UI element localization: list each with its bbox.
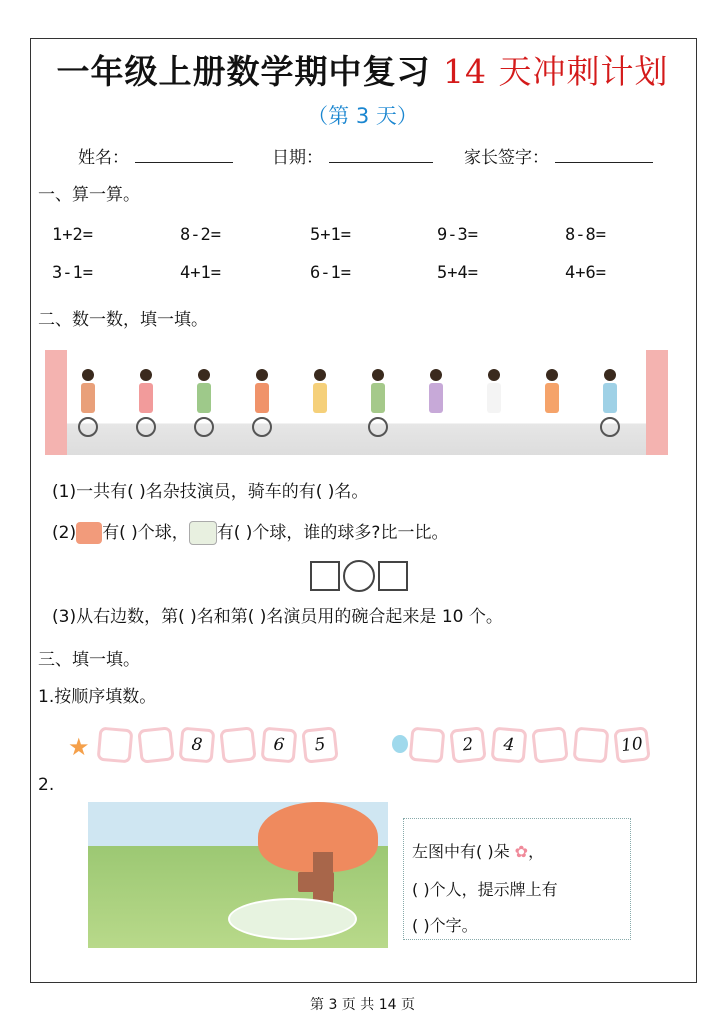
compare-boxes bbox=[310, 560, 408, 592]
box-line-1-text: 左图中有( )朵 bbox=[412, 842, 510, 861]
performer-body bbox=[429, 383, 443, 413]
performer-head bbox=[546, 369, 558, 381]
performer bbox=[249, 369, 275, 449]
compare-circle[interactable] bbox=[343, 560, 375, 592]
answer-box-right[interactable] bbox=[378, 561, 408, 591]
performer-head bbox=[256, 369, 268, 381]
q2-part1: 有( )个球， bbox=[102, 523, 189, 543]
performer-body bbox=[371, 383, 385, 413]
day-subtitle: （第 3 天） bbox=[307, 104, 418, 128]
box-line-2: ( )个人，提示牌上有 bbox=[412, 880, 558, 899]
equation: 1+2= bbox=[52, 225, 93, 245]
performer bbox=[365, 369, 391, 449]
curtain-right bbox=[646, 350, 668, 455]
star-icon: ★ bbox=[68, 733, 90, 761]
question-2-2 bbox=[52, 518, 448, 545]
performer-head bbox=[198, 369, 210, 381]
performer-body bbox=[545, 383, 559, 413]
performer-head bbox=[604, 369, 616, 381]
sequence-box[interactable]: 6 bbox=[261, 727, 298, 764]
juggler-performer-icon bbox=[189, 521, 217, 545]
flower-bed bbox=[228, 898, 357, 940]
unicycle-wheel bbox=[194, 417, 214, 437]
parent-signature-field[interactable] bbox=[464, 143, 653, 168]
name-blank[interactable] bbox=[135, 148, 233, 163]
box-line-1 bbox=[412, 839, 544, 862]
section3-sub2: 2. bbox=[38, 775, 55, 795]
sequence-box[interactable] bbox=[219, 726, 256, 763]
equation: 8-2= bbox=[180, 225, 221, 245]
performer-head bbox=[314, 369, 326, 381]
equation: 4+6= bbox=[565, 263, 606, 283]
equation: 4+1= bbox=[180, 263, 221, 283]
page-footer: 第 3 页 共 14 页 bbox=[310, 997, 415, 1013]
performer-body bbox=[81, 383, 95, 413]
equation: 3-1= bbox=[52, 263, 93, 283]
section1-title: 一、算一算。 bbox=[38, 185, 140, 205]
performer-head bbox=[82, 369, 94, 381]
unicycle-performer-icon bbox=[76, 522, 102, 544]
performer-head bbox=[140, 369, 152, 381]
box-line-3: ( )个字。 bbox=[412, 916, 478, 935]
performer-head bbox=[430, 369, 442, 381]
comma: ， bbox=[528, 842, 545, 861]
sequence-box[interactable]: 5 bbox=[301, 726, 338, 763]
unicycle-wheel bbox=[368, 417, 388, 437]
unicycle-wheel bbox=[252, 417, 272, 437]
curtain-left bbox=[45, 350, 67, 455]
answer-box-left[interactable] bbox=[310, 561, 340, 591]
unicycle-wheel bbox=[600, 417, 620, 437]
acrobat-illustration bbox=[45, 350, 668, 455]
performer-body bbox=[255, 383, 269, 413]
q2-part2: 有( )个球，谁的球多?比一比。 bbox=[216, 523, 449, 543]
sequence-box[interactable]: 2 bbox=[449, 726, 486, 763]
question-2-3: (3)从右边数，第( )名和第( )名演员用的碗合起来是 10 个。 bbox=[52, 607, 503, 627]
performer-head bbox=[372, 369, 384, 381]
date-label: 日期： bbox=[272, 148, 323, 168]
equation: 6-1= bbox=[310, 263, 351, 283]
performer bbox=[191, 369, 217, 449]
sequence-box[interactable]: 10 bbox=[613, 726, 650, 763]
performer-body bbox=[603, 383, 617, 413]
sequence-box[interactable] bbox=[531, 726, 568, 763]
performer-body bbox=[139, 383, 153, 413]
fill-in-box bbox=[403, 818, 631, 940]
sign-board bbox=[298, 872, 334, 892]
question-2-1: (1)一共有( )名杂技演员，骑车的有( )名。 bbox=[52, 482, 369, 502]
performer bbox=[423, 369, 449, 449]
signature-label: 家长签字： bbox=[464, 148, 549, 168]
section3-title: 三、填一填。 bbox=[38, 650, 140, 670]
flower-icon: ✿ bbox=[514, 842, 529, 861]
page-title bbox=[0, 46, 725, 93]
title-highlight: 14 天冲刺计划 bbox=[443, 52, 669, 91]
performer bbox=[481, 369, 507, 449]
name-label: 姓名： bbox=[78, 148, 129, 168]
performer bbox=[539, 369, 565, 449]
signature-blank[interactable] bbox=[555, 148, 653, 163]
date-field[interactable] bbox=[272, 143, 433, 168]
equation: 9-3= bbox=[437, 225, 478, 245]
performer-body bbox=[487, 383, 501, 413]
park-illustration bbox=[88, 802, 388, 948]
unicycle-wheel bbox=[136, 417, 156, 437]
equation: 5+4= bbox=[437, 263, 478, 283]
sequence-box[interactable] bbox=[409, 727, 446, 764]
performer bbox=[307, 369, 333, 449]
equation: 5+1= bbox=[310, 225, 351, 245]
date-blank[interactable] bbox=[329, 148, 433, 163]
performer bbox=[75, 369, 101, 449]
performer bbox=[597, 369, 623, 449]
section3-sub1: 1.按顺序填数。 bbox=[38, 687, 157, 707]
section2-title: 二、数一数，填一填。 bbox=[38, 310, 208, 330]
performer-body bbox=[197, 383, 211, 413]
sequence-box[interactable] bbox=[97, 727, 134, 764]
performer-head bbox=[488, 369, 500, 381]
sequence-box[interactable] bbox=[573, 727, 610, 764]
unicycle-wheel bbox=[78, 417, 98, 437]
performer-body bbox=[313, 383, 327, 413]
equation: 8-8= bbox=[565, 225, 606, 245]
name-field[interactable] bbox=[78, 143, 233, 168]
bubble-icon bbox=[392, 735, 408, 753]
performer bbox=[133, 369, 159, 449]
sequence-box[interactable] bbox=[137, 726, 174, 763]
q2-number: (2) bbox=[52, 523, 77, 543]
sequence-box[interactable]: 4 bbox=[491, 727, 528, 764]
sequence-box[interactable]: 8 bbox=[179, 727, 216, 764]
title-main: 一年级上册数学期中复习 bbox=[56, 52, 431, 91]
